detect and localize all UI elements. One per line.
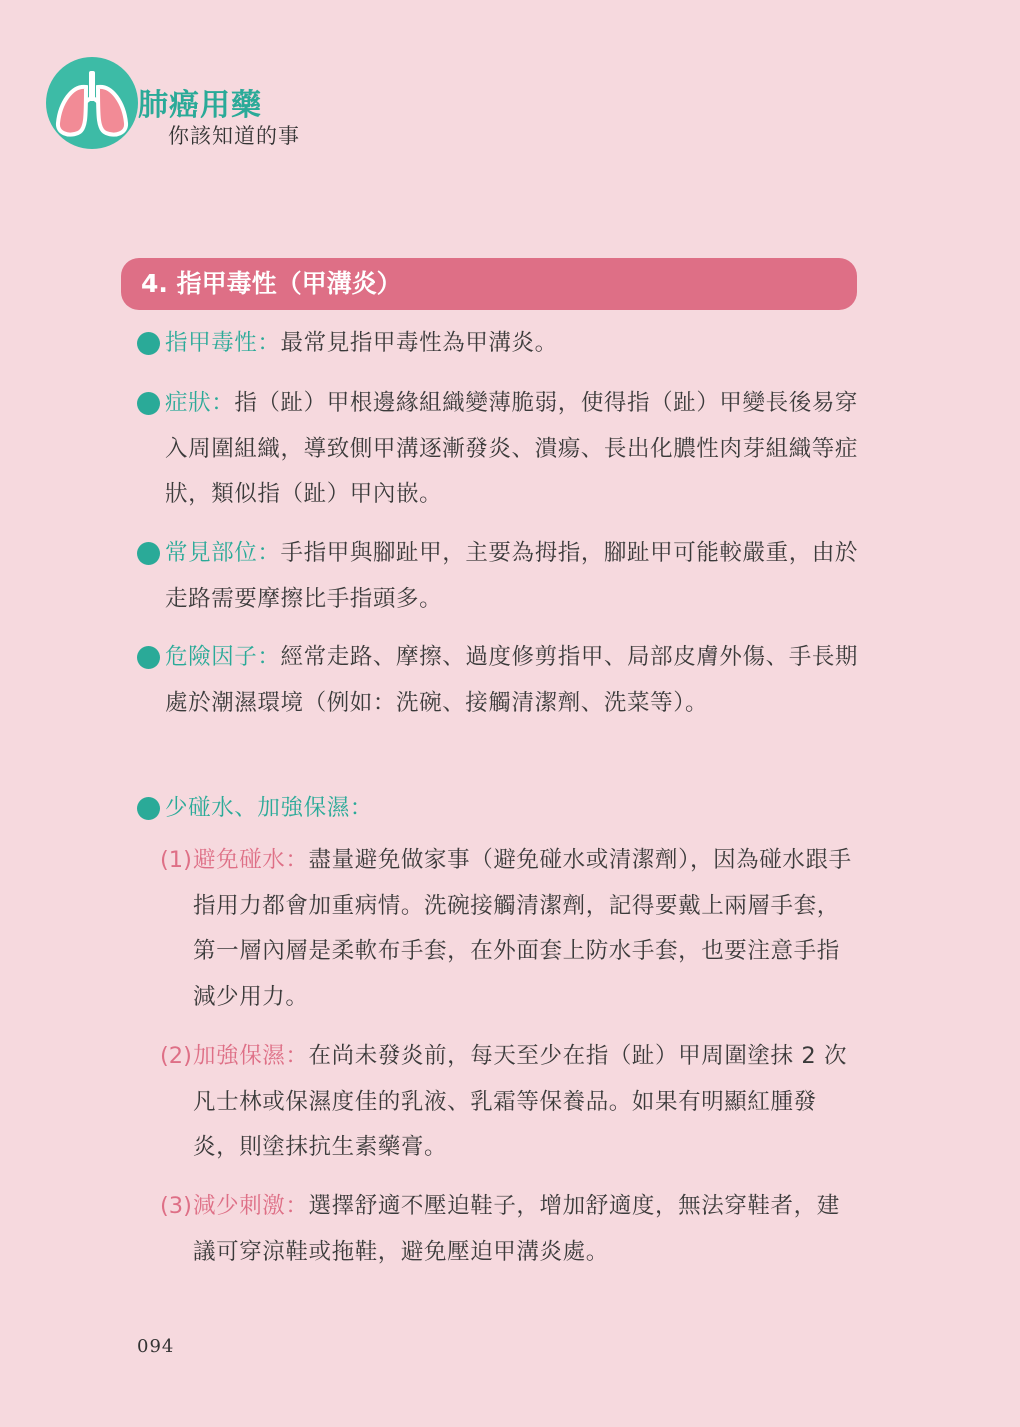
brand-subtitle: 你該知道的事	[168, 124, 300, 148]
bullet-dot	[137, 542, 160, 565]
bullet-label: 症狀：	[165, 390, 235, 416]
bullet-label: 少碰水、加強保濕：	[165, 795, 373, 821]
subitem-number: (3)	[160, 1193, 192, 1219]
subitem-number: (2)	[160, 1043, 192, 1069]
brand-title: 肺癌用藥	[138, 88, 262, 123]
bullet-moisturize	[137, 786, 861, 832]
bullet-common-sites	[137, 531, 861, 622]
subitem-label: 避免碰水：	[193, 847, 309, 873]
bullet-text: 手指甲與腳趾甲，主要為拇指，腳趾甲可能較嚴重，由於走路需要摩擦比手指頭多。	[165, 540, 859, 612]
lungs-logo	[46, 57, 138, 149]
subitem-avoid-water	[160, 838, 860, 1020]
page-number: 094	[137, 1336, 175, 1357]
bullet-symptoms	[137, 381, 861, 518]
subitem-text: 在尚未發炎前，每天至少在指（趾）甲周圍塗抹 2 次凡士林或保濕度佳的乳液、乳霜等保養品。如果有明顯紅腫發炎，則塗抹抗生素藥膏。	[193, 1043, 848, 1160]
bullet-label: 危險因子：	[165, 644, 281, 670]
bullet-nail-toxicity	[137, 321, 861, 367]
section-title: 4. 指甲毒性（甲溝炎）	[121, 258, 857, 310]
subitem-label: 加強保濕：	[193, 1043, 309, 1069]
subitem-number: (1)	[160, 847, 192, 873]
bullet-dot	[137, 392, 160, 415]
subitem-text: 選擇舒適不壓迫鞋子，增加舒適度，無法穿鞋者，建議可穿涼鞋或拖鞋，避免壓迫甲溝炎處。	[193, 1193, 840, 1265]
subitem-text: 盡量避免做家事（避免碰水或清潔劑），因為碰水跟手指用力都會加重病情。洗碗接觸清潔劑，記得要戴上兩層手套，第一層內層是柔軟布手套，在外面套上防水手套，也要注意手指減少用力。	[193, 847, 852, 1010]
subitem-label: 減少刺激：	[193, 1193, 309, 1219]
bullet-text: 指（趾）甲根邊緣組織變薄脆弱，使得指（趾）甲變長後易穿入周圍組織，導致側甲溝逐漸發炎、潰瘍、長出化膿性肉芽組織等症狀，類似指（趾）甲內嵌。	[165, 390, 859, 507]
subitem-reduce-irritation	[160, 1184, 860, 1275]
bullet-text: 經常走路、摩擦、過度修剪指甲、局部皮膚外傷、手長期處於潮濕環境（例如：洗碗、接觸清潔劑、洗菜等）。	[165, 644, 859, 716]
bullet-dot	[137, 646, 160, 669]
bullet-dot	[137, 332, 160, 355]
bullet-label: 指甲毒性：	[165, 330, 281, 356]
bullet-risk-factors	[137, 635, 861, 726]
lungs-icon	[46, 57, 138, 149]
bullet-text: 最常見指甲毒性為甲溝炎。	[280, 330, 558, 356]
subitem-moisturize	[160, 1034, 860, 1171]
bullet-label: 常見部位：	[165, 540, 281, 566]
bullet-dot	[137, 797, 160, 820]
